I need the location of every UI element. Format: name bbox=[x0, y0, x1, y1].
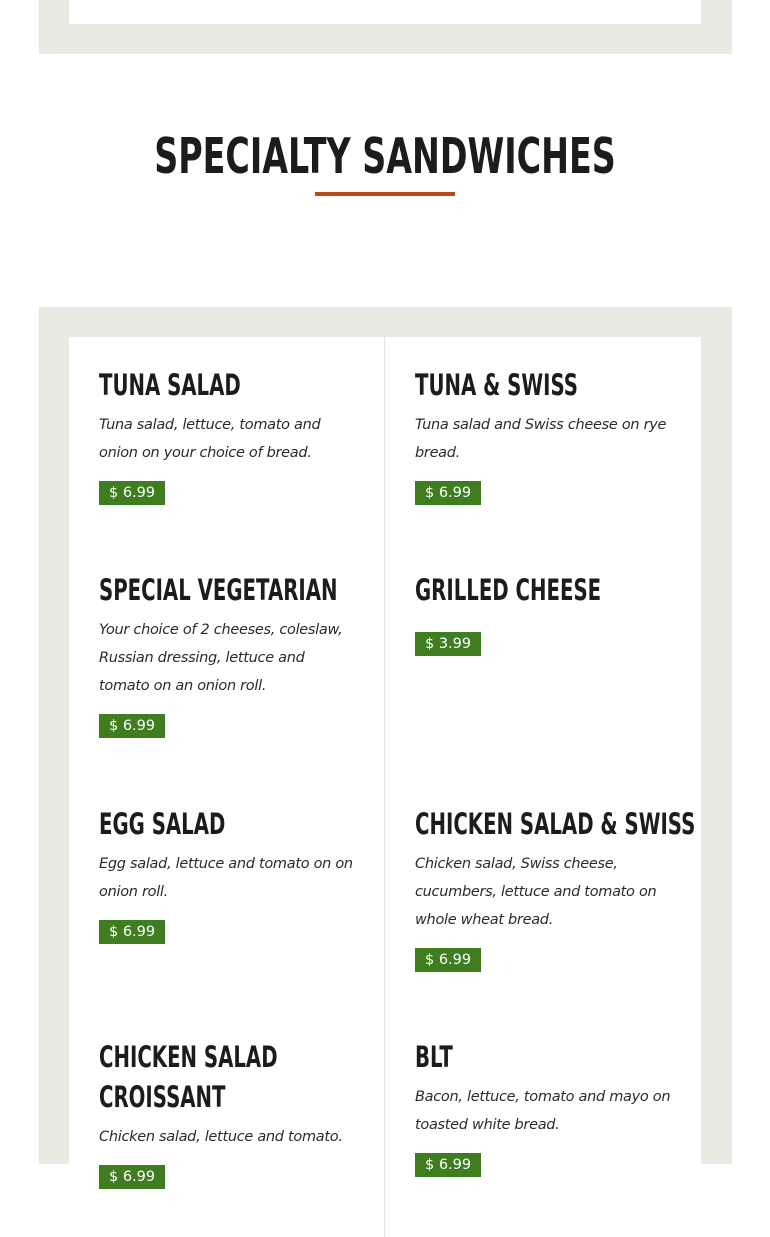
item-description: Tuna salad, lettuce, tomato and onion on your choice of bread. bbox=[99, 417, 321, 461]
menu-item-chicken-salad-swiss bbox=[415, 804, 696, 972]
title-underline bbox=[315, 192, 455, 196]
price-badge: $ 6.99 bbox=[99, 481, 165, 505]
item-name: EGG SALAD bbox=[99, 807, 226, 841]
item-description: Your choice of 2 cheeses, coleslaw, Russian dressing, lettuce and tomato on an onion roll. bbox=[99, 622, 343, 694]
section-title: SPECIALTY SANDWICHES bbox=[154, 128, 616, 185]
price-badge: $ 6.99 bbox=[99, 714, 165, 738]
menu-item-blt bbox=[415, 1037, 671, 1177]
menu-item-chicken-salad-croissant bbox=[99, 1037, 355, 1189]
item-description: Chicken salad, lettuce and tomato. bbox=[99, 1129, 343, 1145]
price-badge: $ 6.99 bbox=[415, 481, 481, 505]
menu-item-tuna-salad bbox=[99, 365, 355, 505]
item-name: TUNA & SWISS bbox=[415, 368, 578, 402]
previous-menu-card bbox=[69, 0, 701, 24]
price-badge: $ 6.99 bbox=[415, 1153, 481, 1177]
column-divider bbox=[384, 337, 385, 1237]
item-description: Egg salad, lettuce and tomato on on onion roll. bbox=[99, 856, 353, 900]
menu-item-tuna-swiss bbox=[415, 365, 671, 505]
menu-item-grilled-cheese bbox=[415, 570, 671, 656]
item-description: Bacon, lettuce, tomato and mayo on toasted white bread. bbox=[415, 1089, 671, 1133]
item-description: Chicken salad, Swiss cheese, cucumbers, lettuce and tomato on whole wheat bread. bbox=[415, 856, 657, 928]
specialty-sandwiches-section bbox=[39, 307, 732, 1185]
price-badge: $ 6.99 bbox=[415, 948, 481, 972]
price-badge: $ 3.99 bbox=[415, 632, 481, 656]
menu-item-egg-salad bbox=[99, 804, 355, 944]
item-name: CHICKEN SALAD CROISSANT bbox=[99, 1040, 278, 1114]
item-name: GRILLED CHEESE bbox=[415, 573, 602, 607]
item-name: CHICKEN SALAD & SWISS bbox=[415, 807, 696, 841]
price-badge: $ 6.99 bbox=[99, 920, 165, 944]
previous-menu-section bbox=[39, 0, 732, 54]
menu-card bbox=[69, 337, 701, 1237]
item-name: SPECIAL VEGETARIAN bbox=[99, 573, 338, 607]
item-name: TUNA SALAD bbox=[99, 368, 241, 402]
price-badge: $ 6.99 bbox=[99, 1165, 165, 1189]
item-name: BLT bbox=[415, 1040, 453, 1074]
menu-item-special-vegetarian bbox=[99, 570, 355, 738]
item-description: Tuna salad and Swiss cheese on rye bread. bbox=[415, 417, 667, 461]
